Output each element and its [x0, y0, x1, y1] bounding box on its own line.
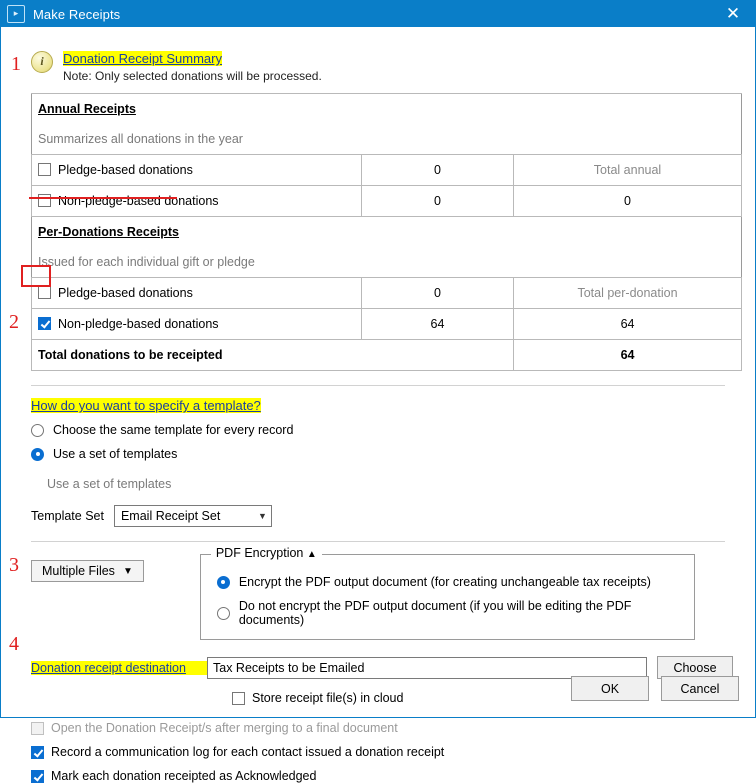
total-label: Total donations to be receipted [32, 340, 514, 371]
radio-label: Choose the same template for every record [53, 423, 294, 437]
radio-label: Use a set of templates [53, 447, 178, 461]
radio-icon[interactable] [31, 448, 44, 461]
pdf-encryption-label: PDF Encryption [215, 546, 304, 560]
annotation-2: 2 [9, 311, 19, 333]
multiple-files-button[interactable] [31, 560, 144, 582]
row-label: Non-pledge-based donations [58, 194, 219, 208]
template-question: How do you want to specify a template? [31, 398, 261, 413]
ok-button[interactable]: OK [571, 676, 649, 701]
option-open-receipts-row [31, 721, 739, 735]
radio-no-encrypt-pdf[interactable] [217, 599, 682, 627]
row-annual-nonpledge[interactable] [32, 186, 362, 217]
annotation-3: 3 [9, 554, 19, 576]
total-annual-label: Total annual [514, 155, 742, 186]
section-heading-annual: Annual Receipts [32, 94, 742, 125]
donation-summary-table [31, 93, 742, 371]
total-perdonation-label: Total per-donation [514, 278, 742, 309]
row-count: 0 [362, 155, 514, 186]
summary-note: Note: Only selected donations will be processed. [63, 69, 322, 83]
divider-1 [31, 385, 725, 386]
radio-label: Encrypt the PDF output document (for creating unchangeable tax receipts) [238, 575, 651, 589]
checkbox-open-receipts [31, 722, 44, 735]
info-icon: i [31, 51, 53, 73]
table-section-heading [32, 94, 742, 125]
table-row [32, 309, 742, 340]
checkbox-acknowledged[interactable] [31, 770, 44, 783]
checkbox-store-cloud[interactable] [232, 692, 245, 705]
radio-icon[interactable] [217, 607, 230, 620]
choose-button[interactable]: Choose [657, 656, 733, 679]
triangle-up-icon[interactable]: ▲ [306, 549, 317, 560]
table-row [32, 155, 742, 186]
row-perdonation-pledge[interactable] [32, 278, 362, 309]
template-set-select[interactable] [114, 505, 272, 527]
section-subheading-perdonation: Issued for each individual gift or pledge [32, 247, 742, 278]
table-section-heading [32, 217, 742, 248]
annotation-4: 4 [9, 633, 19, 655]
row-label: Non-pledge-based donations [58, 317, 219, 331]
table-section-subheading [32, 124, 742, 155]
annotation-1: 1 [11, 53, 21, 75]
table-section-subheading [32, 247, 742, 278]
total-perdonation-value: 64 [514, 309, 742, 340]
summary-header [31, 51, 739, 83]
checkbox-comm-log[interactable] [31, 746, 44, 759]
template-set-value: Email Receipt Set [120, 509, 221, 523]
chevron-down-icon[interactable]: ▼ [258, 511, 267, 521]
table-row [32, 278, 742, 309]
total-value: 64 [514, 340, 742, 371]
pdf-encryption-group [200, 546, 695, 640]
radio-label: Do not encrypt the PDF output document (if you will be editing the PDF documents) [238, 599, 632, 627]
checkbox-perdonation-pledge[interactable] [38, 286, 51, 299]
checkbox-annual-pledge[interactable] [38, 163, 51, 176]
dialog-body [1, 27, 755, 783]
dialog-footer [571, 676, 739, 701]
radio-template-set[interactable] [31, 447, 739, 461]
template-set-label: Template Set [31, 509, 104, 523]
table-row [32, 186, 742, 217]
pdf-encryption-legend[interactable] [211, 546, 322, 560]
section-subheading-annual: Summarizes all donations in the year [32, 124, 742, 155]
annotation-underline [29, 197, 177, 199]
destination-label: Donation receipt destination [31, 661, 207, 675]
multiple-files-label: Multiple Files [42, 564, 115, 578]
row-label: Pledge-based donations [58, 286, 193, 300]
store-cloud-label: Store receipt file(s) in cloud [252, 691, 404, 705]
triangle-down-icon[interactable]: ▼ [122, 565, 133, 577]
title-bar [1, 1, 755, 27]
row-perdonation-nonpledge[interactable] [32, 309, 362, 340]
app-icon: ▸ [7, 5, 25, 23]
option-acknowledged-label: Mark each donation receipted as Acknowledged [51, 769, 317, 783]
option-comm-log-label: Record a communication log for each contact issued a donation receipt [51, 745, 445, 759]
close-icon[interactable]: ✕ [725, 4, 741, 23]
radio-same-template[interactable] [31, 423, 739, 437]
summary-title: Donation Receipt Summary [63, 51, 222, 66]
section-heading-perdonation: Per-Donations Receipts [32, 217, 742, 248]
radio-icon[interactable] [31, 424, 44, 437]
table-total-row [32, 340, 742, 371]
radio-encrypt-pdf[interactable] [217, 575, 682, 589]
checkbox-perdonation-nonpledge[interactable] [38, 317, 51, 330]
row-count: 0 [362, 186, 514, 217]
files-row [31, 546, 739, 640]
option-open-receipts-label: Open the Donation Receipt/s after merging to a final document [51, 721, 398, 735]
template-set-row [31, 505, 739, 527]
template-group-label: Use a set of templates [47, 477, 172, 491]
row-count: 64 [362, 309, 514, 340]
cancel-button[interactable]: Cancel [661, 676, 739, 701]
radio-icon[interactable] [217, 576, 230, 589]
checkbox-highlight-box [21, 265, 51, 287]
row-count: 0 [362, 278, 514, 309]
divider-2 [31, 541, 725, 542]
row-annual-pledge[interactable] [32, 155, 362, 186]
window-title: Make Receipts [33, 6, 121, 22]
option-comm-log-row[interactable] [31, 745, 739, 759]
checkbox-annual-nonpledge[interactable] [38, 194, 51, 207]
row-label: Pledge-based donations [58, 163, 193, 177]
total-annual-value: 0 [514, 186, 742, 217]
option-acknowledged-row[interactable] [31, 769, 739, 783]
